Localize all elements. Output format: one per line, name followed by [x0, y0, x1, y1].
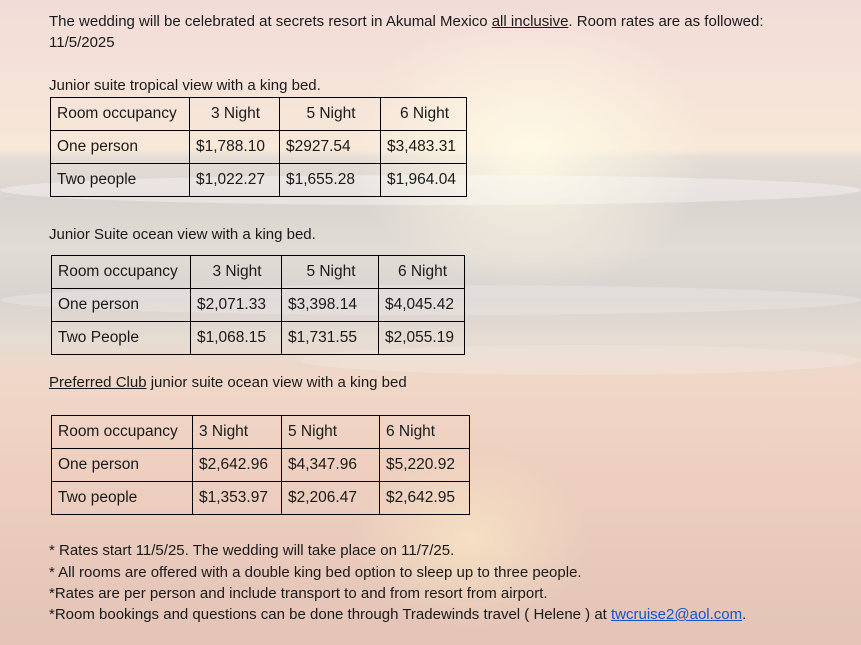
table-cell: $1,788.10: [190, 131, 280, 164]
note-line: *Rates are per person and include transport to and from resort from airport.: [49, 585, 548, 602]
table-cell: Two people: [52, 482, 193, 515]
table-cell: $5,220.92: [380, 449, 470, 482]
contact-end: .: [742, 606, 747, 623]
table-cell: $2927.54: [280, 131, 381, 164]
section-heading: [49, 373, 407, 393]
table-header-cell: 6 Night: [380, 416, 470, 449]
intro-line: [49, 12, 764, 32]
table-cell: $1,022.27: [190, 164, 280, 197]
section-heading: [49, 76, 321, 96]
table-cell: $1,964.04: [381, 164, 467, 197]
table-header-cell: 5 Night: [282, 416, 380, 449]
table-cell: $2,071.33: [191, 289, 282, 322]
table-cell: $2,642.96: [193, 449, 282, 482]
rates-table: [51, 415, 470, 515]
table-cell: One person: [51, 131, 190, 164]
table-row: [52, 289, 465, 322]
table-header-cell: 5 Night: [280, 98, 381, 131]
note-line: * All rooms are offered with a double king bed option to sleep up to three people.: [49, 564, 582, 581]
section-heading: [49, 225, 316, 245]
intro-date: 11/5/2025: [49, 34, 115, 51]
table-cell: $2,055.19: [379, 322, 465, 355]
table-cell: One person: [52, 289, 191, 322]
table-header-row: [51, 98, 467, 131]
all-inclusive-link[interactable]: all inclusive: [491, 13, 569, 30]
intro-text-end: . Room rates are as followed:: [568, 13, 764, 30]
table-header-cell: 5 Night: [282, 256, 379, 289]
table-cell: $3,483.31: [381, 131, 467, 164]
table-header-cell: Room occupancy: [52, 416, 193, 449]
contact-text: *Room bookings and questions can be done through Tradewinds travel ( Helene ) at: [49, 606, 612, 623]
contact-line: [49, 605, 746, 625]
table-cell: $1,068.15: [191, 322, 282, 355]
table-cell: One person: [52, 449, 193, 482]
intro-text: The wedding will be celebrated at secrets resort in Akumal Mexico: [49, 13, 492, 30]
table-header-row: [52, 416, 470, 449]
table-cell: $1,655.28: [280, 164, 381, 197]
section-heading-text: junior suite ocean view with a king bed: [146, 374, 407, 391]
email-link[interactable]: twcruise2@aol.com: [611, 606, 743, 623]
rates-table: [51, 255, 465, 355]
rates-table: [50, 97, 467, 197]
table-cell: $4,045.42: [379, 289, 465, 322]
table-cell: $1,353.97: [193, 482, 282, 515]
table-cell: $4,347.96: [282, 449, 380, 482]
table-row: [52, 482, 470, 515]
table-row: [52, 449, 470, 482]
table-cell: $2,206.47: [282, 482, 380, 515]
section-heading-text: Junior Suite ocean view with a king bed.: [49, 226, 316, 243]
table-cell: $3,398.14: [282, 289, 379, 322]
table-cell: Two people: [51, 164, 190, 197]
table-header-row: [52, 256, 465, 289]
table-row: [51, 164, 467, 197]
section-heading-text: Junior suite tropical view with a king bed.: [49, 77, 321, 94]
table-header-cell: Room occupancy: [52, 256, 191, 289]
table-cell: $2,642.95: [380, 482, 470, 515]
table-header-cell: 6 Night: [381, 98, 467, 131]
table-row: [52, 322, 465, 355]
table-row: [51, 131, 467, 164]
table-header-cell: 3 Night: [190, 98, 280, 131]
table-header-cell: Room occupancy: [51, 98, 190, 131]
table-header-cell: 3 Night: [191, 256, 282, 289]
note-line: * Rates start 11/5/25. The wedding will take place on 11/7/25.: [49, 542, 455, 559]
table-header-cell: 6 Night: [379, 256, 465, 289]
table-cell: Two People: [52, 322, 191, 355]
table-cell: $1,731.55: [282, 322, 379, 355]
table-header-cell: 3 Night: [193, 416, 282, 449]
preferred-club-link[interactable]: Preferred Club: [49, 374, 147, 391]
